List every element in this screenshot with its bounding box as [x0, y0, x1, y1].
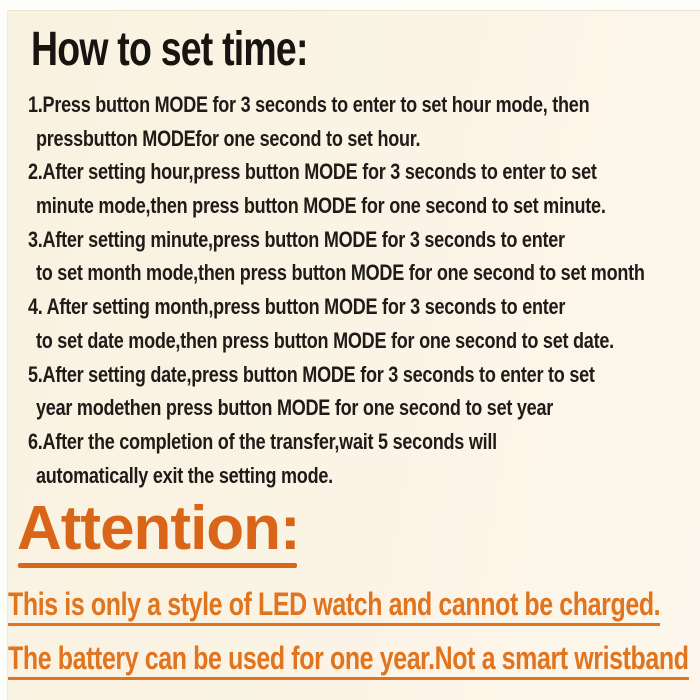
instruction-line: automatically exit the setting mode.: [36, 462, 333, 488]
instruction-line: to set month mode,then press button MODE for one second to set month: [36, 260, 645, 286]
attention-heading: [17, 496, 300, 562]
instruction-line: 2.After setting hour,press button MODE for 3 seconds to enter to set: [28, 159, 597, 185]
instruction-line: minute mode,then press button MODE for one second to set minute.: [36, 193, 606, 219]
instruction-line: pressbutton MODEfor one second to set hour.: [36, 125, 421, 151]
instruction-line: 4. After setting month,press button MODE for 3 seconds to enter: [28, 294, 566, 320]
attention-underline: [18, 563, 297, 568]
instruction-line: 5.After setting date,press button MODE for 3 seconds to enter to set: [28, 361, 595, 387]
warning-line-battery: The battery can be used for one year.Not a smart wristband: [8, 641, 700, 680]
instruction-line: 1.Press button MODE for 3 seconds to enter to set hour mode, then: [28, 92, 590, 117]
howto-title: [31, 24, 386, 76]
attention-heading-text: Attention:: [17, 494, 300, 563]
instruction-line: year modethen press button MODE for one second to set year: [36, 395, 554, 421]
instruction-line: 3.After setting minute,press button MODE for 3 seconds to enter: [28, 226, 565, 252]
warning-line-charging: This is only a style of LED watch and cannot be charged.: [8, 587, 700, 626]
instruction-list: [28, 88, 700, 492]
instruction-line: to set date mode,then press button MODE for one second to set date.: [36, 327, 614, 353]
instruction-line: 6.After the completion of the transfer,wait 5 seconds will: [28, 428, 497, 454]
howto-title-text: How to set time:: [31, 23, 308, 76]
